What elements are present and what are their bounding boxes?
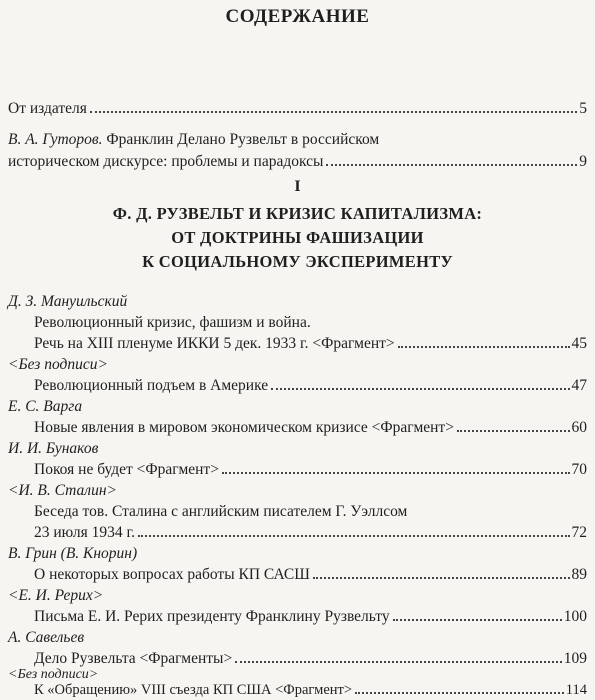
toc-entry-title: Революционный подъем в Америке xyxy=(34,377,269,394)
toc-entry[interactable] xyxy=(34,565,587,585)
toc-entry-gutorov-line1[interactable] xyxy=(8,130,379,150)
toc-author: <Без подписи> xyxy=(8,667,99,682)
leader-dots xyxy=(90,111,577,113)
toc-author: Е. С. Варга xyxy=(8,398,83,415)
toc-page-number: 60 xyxy=(571,419,587,436)
toc-page-number: 9 xyxy=(579,153,587,170)
section-title-line: Ф. Д. РУЗВЕЛЬТ И КРИЗИС КАПИТАЛИЗМА: xyxy=(112,204,483,223)
toc-entry-title: 23 июля 1934 г. xyxy=(34,524,135,541)
leader-dots xyxy=(271,388,569,390)
section-title-line: ОТ ДОКТРИНЫ ФАШИЗАЦИИ xyxy=(171,228,424,247)
toc-entry-title: Дело Рузвельта <Фрагменты> xyxy=(34,650,233,667)
toc-page-number: 5 xyxy=(579,100,587,117)
toc-entry-title: Новые явления в мировом экономическом кризисе <Фрагмент> xyxy=(34,419,454,436)
toc-entry[interactable] xyxy=(34,460,587,480)
leader-dots xyxy=(138,535,570,537)
toc-entry[interactable] xyxy=(34,418,587,438)
toc-author: <И. В. Сталин> xyxy=(8,482,117,499)
toc-page-number: 70 xyxy=(571,461,587,478)
leader-dots xyxy=(222,472,570,474)
toc-entry-title: Речь на XIII пленуме ИККИ 5 дек. 1933 г. <Фрагмент> xyxy=(34,335,395,352)
toc-page-number: 72 xyxy=(571,524,587,541)
toc-author: <Без подписи> xyxy=(8,356,108,373)
toc-entry-title: К «Обращению» VIII съезда КП США <Фрагмент> xyxy=(34,682,353,698)
leader-dots xyxy=(457,430,570,432)
toc-page-number: 45 xyxy=(571,335,587,352)
toc-page-number: 47 xyxy=(571,377,587,394)
page-title: СОДЕРЖАНИЕ xyxy=(225,6,370,27)
toc-entry-gutorov[interactable] xyxy=(8,152,587,172)
toc-entry-title[interactable]: Революционный кризис, фашизм и война. xyxy=(34,314,311,331)
section-title-line: К СОЦИАЛЬНОМУ ЭКСПЕРИМЕНТУ xyxy=(142,252,453,271)
toc-entry-title: Франклин Делано Рузвельт в российском xyxy=(102,131,380,148)
toc-author: В. А. Гуторов. xyxy=(8,131,103,148)
toc-entry-title: От издателя xyxy=(8,100,87,117)
toc-entry-title: О некоторых вопросах работы КП САСШ xyxy=(34,566,310,583)
leader-dots xyxy=(398,346,570,348)
leader-dots xyxy=(235,661,562,663)
toc-entry-title: историческом дискурсе: проблемы и парадоксы xyxy=(8,153,324,170)
toc-page-number: 114 xyxy=(565,682,587,698)
toc-entry-title: Письма Е. И. Рерих президенту Франклину Рузвельту xyxy=(34,608,390,625)
toc-page-number: 89 xyxy=(571,566,587,583)
toc-page-number: 109 xyxy=(563,650,587,667)
toc-entry-title[interactable]: Беседа тов. Сталина с английским писателем Г. Уэллсом xyxy=(34,503,408,520)
toc-entry-title: Покоя не будет <Фрагмент> xyxy=(34,461,219,478)
toc-entry[interactable] xyxy=(34,523,587,543)
leader-dots xyxy=(393,619,562,621)
toc-author: В. Грин (В. Кнорин) xyxy=(8,545,138,562)
toc-entry[interactable] xyxy=(34,649,587,669)
toc-author: <Е. И. Рерих> xyxy=(8,587,104,604)
section-number: I xyxy=(294,178,301,195)
leader-dots xyxy=(326,164,577,166)
toc-page-number: 100 xyxy=(563,608,587,625)
leader-dots xyxy=(313,577,570,579)
leader-dots xyxy=(355,692,564,694)
toc-author: И. И. Бунаков xyxy=(8,440,99,457)
toc-author: Д. З. Мануильский xyxy=(8,293,128,310)
toc-entry[interactable] xyxy=(34,334,587,354)
toc-entry-publisher[interactable] xyxy=(8,99,587,119)
toc-entry[interactable] xyxy=(34,607,587,627)
toc-entry[interactable] xyxy=(34,681,587,699)
toc-author: А. Савельев xyxy=(8,629,85,646)
toc-entry[interactable] xyxy=(34,376,587,396)
